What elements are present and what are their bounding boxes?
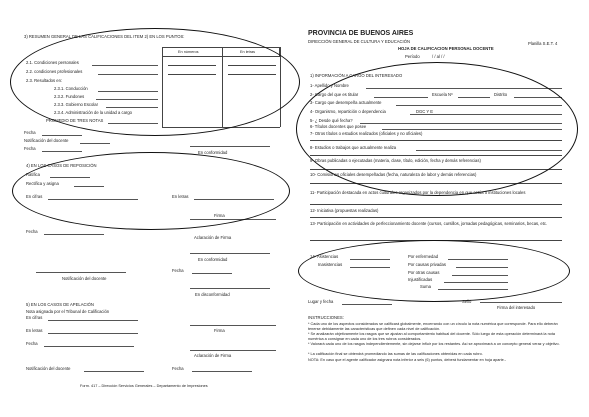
instruccion-4: * La calificación final se obtendrá promediando las sumas de las calificaciones obtenidas en cada rubro. [308, 352, 483, 356]
por-otras-causas: Por otras causas [408, 270, 440, 275]
instruccion-nota: NOTA: En caso que el agente calificador asignara nota inferior a seis (6) puntos, deberá fundamentar en hoja aparte.- [308, 358, 507, 362]
periodo-sep: / / al / / [432, 54, 445, 59]
instrucciones-title: INSTRUCCIONES: [308, 315, 344, 320]
sello: Sello [462, 299, 472, 304]
ratifica: Ratifica [26, 172, 40, 177]
nota-asignada: Nota asignada por el Tribunal de Calificación [26, 309, 110, 314]
item-6: 6- Títulos docentes que posee [310, 124, 367, 129]
row-conduccion: 2.3.1. Conducción [54, 86, 88, 91]
aclaracion-1: Aclaración de Firma [194, 235, 232, 240]
firma-interesado: Firma del interesado [497, 305, 536, 310]
item-7: 7- Otros títulos o estudios realizados (oficiales y no oficiales) [310, 131, 423, 136]
item-4: 4- Organismo, repartición o dependencia [310, 109, 386, 114]
provincia-title: PROVINCIA DE BUENOS AIRES [308, 30, 414, 37]
row-gobierno-escolar: 2.3.3. Gobierno Escolar [54, 102, 98, 107]
notificacion-1: Notificación del docente [24, 138, 69, 143]
fecha-2: Fecha [24, 146, 36, 151]
item-2: 2- Cargo del que es titular [310, 92, 359, 97]
periodo-label: Período [405, 54, 420, 59]
direccion: DIRECCIÓN GENERAL DE CULTURA Y EDUCACIÓN [308, 39, 410, 44]
hoja-title: HOJA DE CALIFICACION PERSONAL DOCENTE [398, 46, 494, 51]
en-cifras: En cifras [26, 194, 43, 199]
resumen-title: 3) RESUMEN GENERAL DE LAS CALIFICACIONES DEL ITEM 2) EN LOS PUNTOS: [24, 34, 185, 39]
planilla: Planilla S.E.T. 4 [528, 41, 558, 46]
distrito-label: Distrito [494, 92, 508, 97]
fecha-4: Fecha [172, 268, 184, 273]
row-fundones: 2.3.2. Fundones [54, 94, 85, 99]
notificacion-3: Notificación del docente [26, 366, 71, 371]
fecha-1: Fecha [24, 130, 36, 135]
item-1: 1- Apellido y Nombre [310, 83, 349, 88]
item-12: 12- Iniciativa (propuestas realizadas) [310, 208, 379, 213]
item-3: 3- Cargo que desempeña actualmente [310, 100, 382, 105]
inasistencias-label: Inasistencias [318, 262, 343, 267]
item-13: 13- Participación en actividades de perfeccionamiento docente (cursos, cursillos, jornadas pedagógicas, seminarios, becas, etc. [310, 221, 548, 226]
firma-2: Firma [214, 328, 225, 333]
row-administracion: 2.3.4. Administración de la unidad a cargo [54, 110, 132, 115]
item-8: 8- Estudios o trabajos que actualmente realiza [310, 145, 397, 150]
instruccion-1: * Cada uno de los aspectos considerados se calificará globalmente, encerrando con un círculo la nota numérica que corresponde. Para ello deberán tenerse debidamente las características que definen cada nivel de calificación. [308, 322, 558, 331]
notificacion-2: Notificación del docente [62, 276, 107, 281]
en-letras-2: En letras [26, 328, 43, 333]
item-9: 9- Obras publicadas o ejecutadas (materia, clase, título, edición, fecha y demás referencias) [310, 158, 481, 163]
injustificadas: Injustificadas [408, 277, 433, 282]
disconformidad: En disconformidad [195, 292, 230, 297]
en-letras: En letras [172, 194, 189, 199]
item-11: 11- Participación destacada en actos culturales organizados por la dependencia en que actúa o instituciones locales [310, 190, 526, 195]
footer: Form. 417 – Dirección Servicios Generales – Departamento de Impresiones [80, 384, 208, 388]
row-condiciones-profesionales: 2.2. condiciones profesionales [26, 69, 83, 74]
lugar-fecha: Lugar y fecha [308, 299, 334, 304]
instruccion-2: * Se analizarán objetivamente los rasgos que se ajustan al comportamiento habitual del docente. Sólo luego de esta operación determinará la nota numérica a consignar en cada uno de los tres rubros considerados. [308, 332, 555, 341]
asistencias-label: 14- Asistencias [310, 254, 339, 259]
row-condiciones-personales: 2.1. Condiciones personales [26, 60, 79, 65]
fecha-5: Fecha [26, 341, 38, 346]
por-causas-privadas: Por causas privadas [408, 262, 446, 267]
escuela-label: Escuela Nº [432, 92, 453, 97]
por-enfermedad: Por enfermedad [408, 254, 439, 259]
suma: Suma [420, 284, 431, 289]
col-letras: En letras [240, 50, 255, 54]
info-title: 1) INFORMACIÓN A CARGO DEL INTERESADO [310, 73, 403, 78]
rectifica: Rectifica y asigna [26, 181, 59, 186]
conformidad-1: En conformidad [198, 150, 228, 155]
fecha-6: Fecha [172, 366, 184, 371]
firma-1: Firma [214, 213, 225, 218]
aclaracion-2: Aclaración de Firma [194, 353, 232, 358]
col-numeros: En números [178, 50, 199, 54]
dgcye: DGC Y E [416, 109, 434, 114]
row-promedio: PROMEDIO DE TRES NOTAS [46, 118, 104, 123]
apelacion-title: 5) EN LOS CASOS DE APELACIÓN [26, 302, 94, 307]
conformidad-2: En conformidad [198, 257, 228, 262]
en-cifras-2: En cifras [26, 315, 43, 320]
instruccion-3: * Valorará cada uno de los rasgos independientemente, sin dejarse influir por los restantes. Así se aproximará a un concepto general veraz y objetivo. [308, 342, 560, 346]
fecha-3: Fecha [26, 229, 38, 234]
item-5: 5- ¿ Desde qué fecha? [310, 118, 353, 123]
item-10: 10- Comisiones oficiales desempeñadas (fecha, naturaleza de labor y demás referencias) [310, 172, 477, 177]
row-resultados: 2.3. Resultados en: [26, 78, 63, 83]
reposicion-title: 4) EN LOS CASOS DE REPOSICIÓN [26, 163, 97, 168]
